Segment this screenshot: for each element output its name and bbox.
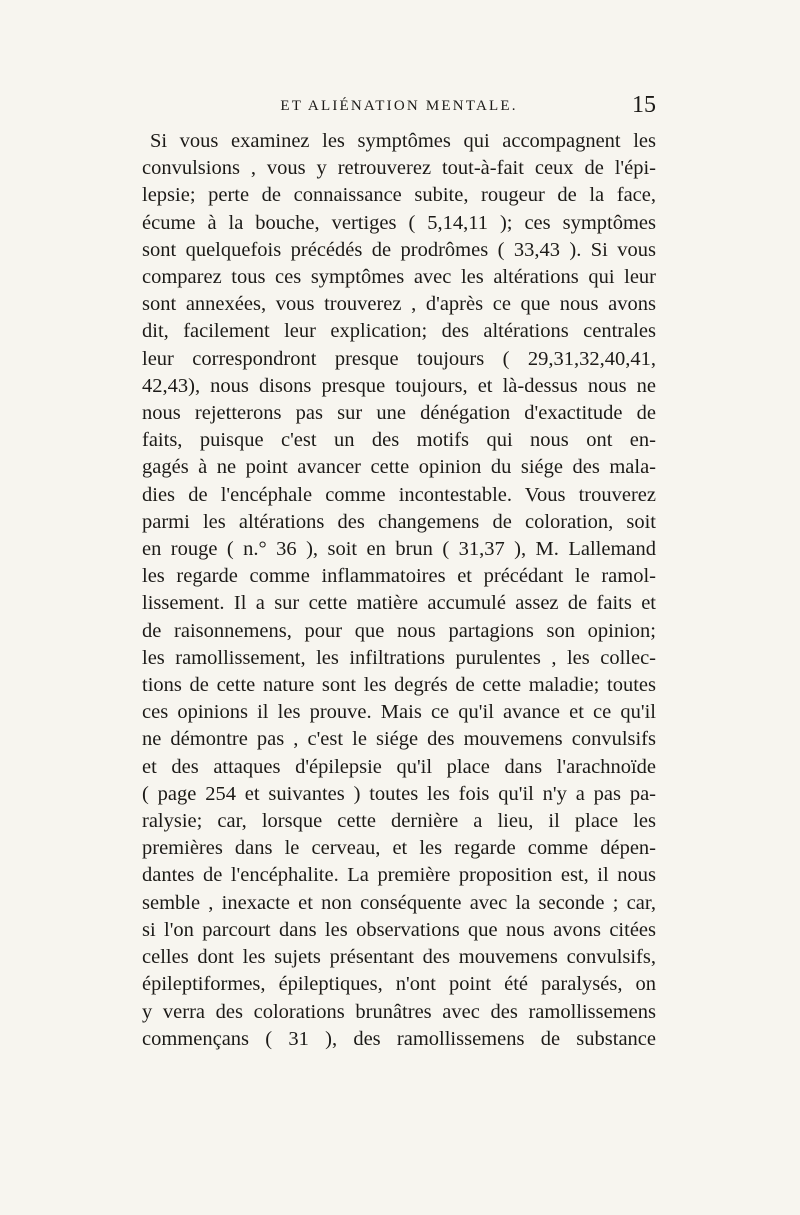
text-line: les regarde comme inflammatoires et précédant le ramol- <box>142 565 656 588</box>
text-line: tions de cette nature sont les degrés de cette maladie; toutes <box>142 674 656 697</box>
text-line: gagés à ne point avancer cette opinion du siége des mala- <box>142 456 656 479</box>
text-line: 42,43), nous disons presque toujours, et là-dessus nous ne <box>142 374 656 397</box>
text-line: dantes de l'encéphalite. La première proposition est, il nous <box>142 864 656 887</box>
text-line: lissement. Il a sur cette matière accumulé assez de faits et <box>142 592 656 615</box>
text-line: de raisonnemens, pour que nous partagions son opinion; <box>142 619 656 642</box>
text-line: convulsions , vous y retrouverez tout-à-fait ceux de l'épi- <box>142 157 656 180</box>
text-line: sont quelquefois précédés de prodrômes ( 33,43 ). Si vous <box>142 238 656 261</box>
body-text <box>142 128 656 1053</box>
text-line: comparez tous ces symptômes avec les altérations qui leur <box>142 266 656 289</box>
text-line: leur correspondront presque toujours ( 29,31,32,40,41, <box>142 347 656 370</box>
text-line: ne démontre pas , c'est le siége des mouvemens convulsifs <box>142 728 656 751</box>
text-line: dit, facilement leur explication; des altérations centrales <box>142 320 656 343</box>
text-line: faits, puisque c'est un des motifs qui nous ont en- <box>142 429 656 452</box>
text-line: épileptiformes, épileptiques, n'ont point été paralysés, on <box>142 973 656 996</box>
text-line: nous rejetterons pas sur une dénégation d'exactitude de <box>142 402 656 425</box>
text-line: Si vous examinez les symptômes qui accompagnent les <box>150 130 656 152</box>
text-line: commençans ( 31 ), des ramollissemens de substance <box>142 1027 656 1050</box>
text-line: si l'on parcourt dans les observations que nous avons citées <box>142 918 656 941</box>
text-line: écume à la bouche, vertiges ( 5,14,11 ); ces symptômes <box>142 211 656 234</box>
text-line: parmi les altérations des changemens de coloration, soit <box>142 510 656 533</box>
text-line: dies de l'encéphale comme incontestable. Vous trouverez <box>142 483 656 506</box>
text-line: y verra des colorations brunâtres avec des ramollissemens <box>142 1000 656 1023</box>
running-head <box>142 92 656 120</box>
running-title: ET ALIÉNATION MENTALE. <box>280 98 518 114</box>
text-line: lepsie; perte de connaissance subite, rougeur de la face, <box>142 184 656 207</box>
text-line: ces opinions il les prouve. Mais ce qu'il avance et ce qu'il <box>142 701 656 724</box>
text-line: en rouge ( n.° 36 ), soit en brun ( 31,37 ), M. Lallemand <box>142 538 656 561</box>
text-line: semble , inexacte et non conséquente avec la seconde ; car, <box>142 891 656 914</box>
text-line: ralysie; car, lorsque cette dernière a lieu, il place les <box>142 810 656 833</box>
text-line: les ramollissement, les infiltrations purulentes , les collec- <box>142 646 656 669</box>
text-line: ( page 254 et suivantes ) toutes les fois qu'il n'y a pas pa- <box>142 782 656 805</box>
text-line: premières dans le cerveau, et les regarde comme dépen- <box>142 837 656 860</box>
page-number: 15 <box>632 92 656 118</box>
text-line: sont annexées, vous trouverez , d'après ce que nous avons <box>142 293 656 316</box>
text-line: et des attaques d'épilepsie qu'il place dans l'arachnoïde <box>142 755 656 778</box>
text-line: celles dont les sujets présentant des mouvemens convulsifs, <box>142 946 656 969</box>
